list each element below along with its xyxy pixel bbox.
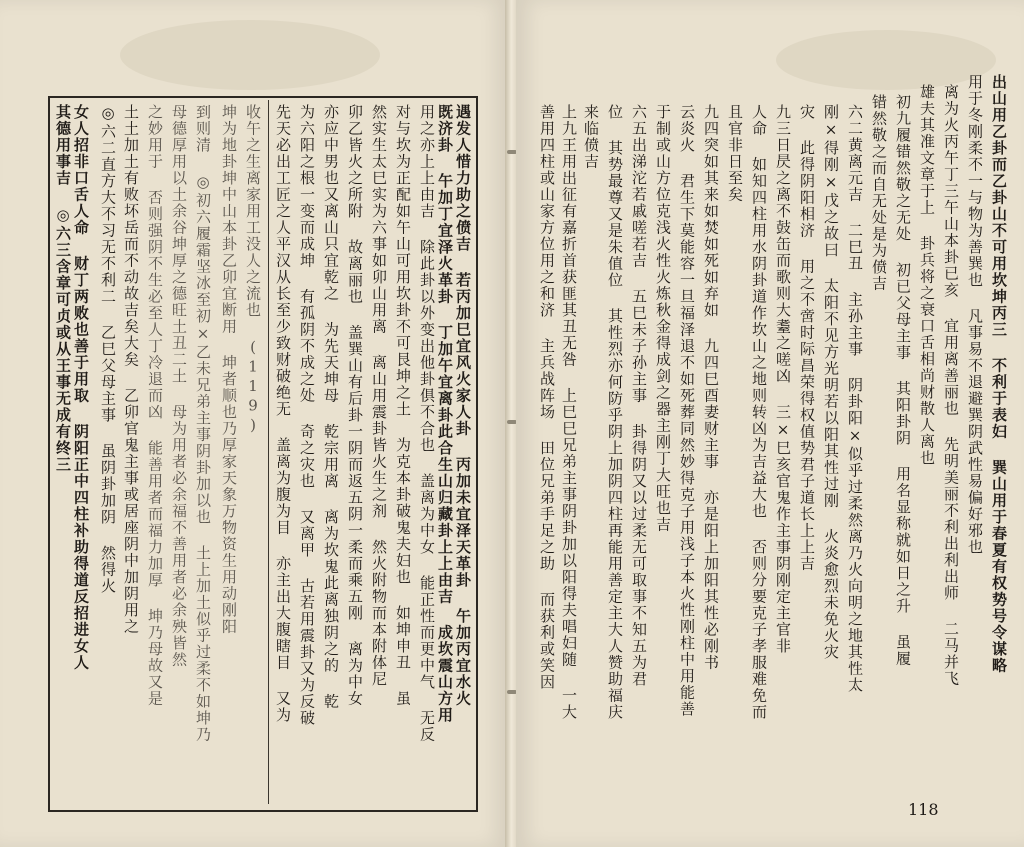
right-col-7: 六二黄离元吉 二巳丑 主孙主事 阴卦阳×似乎过柔然离乃火向明之地其性太 [846, 104, 864, 694]
right-col-18: 来临偾吉 [582, 104, 600, 170]
right-col-16: 六五出涕沱若戚嗟若吉 五巳未子孙主事 卦得阴又以过柔无可取事不知五为君 [630, 104, 648, 688]
right-col-11: 人命 如知四柱用水阴卦道作坎山之地则转凶为吉益大也 否则分要克子孝服难免而 [750, 104, 768, 721]
right-col-13: 九四突如其来如焚如死如弃如 九四巳酉妻财主事 亦是阳上加阳其性必刚书 [702, 104, 720, 671]
left-page [0, 0, 508, 847]
left-col-10: 先天必出工匠之人平汉从长至少致财破绝无 盖离为腹为目 亦主出大腹瞎目 又为 [274, 104, 292, 724]
left-col-16: 用之亦上上由吉 除此卦以外变出他卦俱不合也 盖离为中女 能正性而更中气 无反 [418, 104, 436, 743]
left-col-7: 到则清 ◎初六履霜坚冰至初×乙未兄弟主事阴卦加以也 土上加土似乎过柔不如坤乃 [194, 104, 212, 743]
left-col-17: 既济卦 午加丁宜泽火革卦 丁加午宜离卦此合生山归藏卦上上由吉 成坎震山方用 [436, 104, 454, 724]
right-col-10: 九三日昃之离不鼓缶而歌则大耋之嗟凶 三×巳亥官鬼作主事阴刚定主官非 [774, 104, 792, 655]
right-col-8: 刚×得刚×戊之故曰 太阳不见方光明若以阳其性过刚 火炎愈烈未免火灾 [822, 104, 840, 661]
right-col-1: 出山用乙卦而乙卦山不可用坎坤丙三 不利于表妇 巽山用于春夏有权势号令谋略 [990, 74, 1008, 674]
left-col-5: 之妙用于 否则强阴不生必至人丁冷退而凶 能善用者而福力加厚 坤乃母故又是 [146, 104, 164, 707]
left-col-12: 亦应中男也又离山只宜乾之 为先天坤母 乾宗用离 离为坎鬼此离独阴之的 乾 [322, 104, 340, 710]
left-col-2: 女人招非口舌人命 财丁两败也善于用取 阴阳正中四柱补助得道反招进女人 [72, 104, 90, 671]
right-col-12: 且官非日至矣 [726, 104, 744, 203]
left-col-6: 母德厚用以土余谷坤厚之德旺土丑二土 母为用者必余福不善用者必余殃皆然 [170, 104, 188, 668]
right-page [516, 0, 1024, 847]
right-col-2: 用于冬刚柔不一与物为善巽也 凡事易不退避巽阴武性易偏好邪也 [966, 74, 984, 556]
left-col-9: 收午之生离家用工没人之流也 (119) [244, 104, 262, 436]
left-col-15: 对与坎为正配如午山可用坎卦不可艮坤之土 为克本卦破鬼夫妇也 如坤申丑 虽 [394, 104, 412, 707]
left-col-18: 遇发人惜力助之偾吉 若丙加巳宜风火家人卦 丙加未宜泽天革卦 午加丙宜水火 [454, 104, 472, 707]
left-divider-rule [268, 100, 269, 804]
left-col-11: 为六阳之根一变而成坤 有孤阴不成之处 奇之灾也 又离甲 古若用震卦又为反破 [298, 104, 316, 727]
left-col-13: 卯乙皆火之所附 故离丽也 盖巽山有后卦一阴而返五阴一柔而乘五刚 离为中女 [346, 104, 364, 707]
left-col-14: 然实生太巳实为六事如卯山用离 离山用震卦皆火生之剂 然火附物而本附体尼 [370, 104, 388, 688]
right-col-14: 云炎火 君生下莫能容一旦福泽退不如死葬同然妙得克子用浅子本火性刚柱中用能善 [678, 104, 696, 718]
left-col-1: 其德用事吉 ◎六三含章可贞或从王事无成有终三 [54, 104, 72, 473]
right-col-4: 雄夫其准文章于上 卦兵将之衰口舌相尚财散人离也 [918, 84, 936, 467]
paper-stain [120, 20, 380, 90]
left-col-4: 土土加土有败坏岳而不动故吉矣大矣 乙卯官鬼主事或居座阴中加阴用之 [122, 104, 140, 635]
right-col-9: 灾 此得阴阳相济 用之不啻时际昌荣得权值势君子道长上上吉 [798, 104, 816, 572]
paper-stain [776, 30, 996, 90]
right-col-17: 位 其势最尊又是朱值位 其性烈亦何防乎阴上加阴四柱再能用善定主大人赞助福庆 [606, 104, 624, 721]
left-col-8: 坤为地卦坤中山本卦乙卯宜断用 坤者顺也乃厚家天象万物资生用动刚阳 [220, 104, 238, 635]
page-number: 118 [908, 800, 939, 819]
right-col-19: 上九王用出征有嘉折首获匪其丑无咎 上巳巳兄弟主事阴卦加以阳得夫唱妇随 一大 [560, 104, 578, 721]
right-col-20: 善用四柱或山家方位用之和济 主兵战阵场 田位兄弟手足之助 而获利或笑因 [538, 104, 556, 691]
left-col-3: ◎六二直方大不习无不利二 乙巳父母主事 虽阴卦加阴 然得火 [99, 104, 117, 595]
right-col-3: 离为火丙午丁三午山本卦已亥 宜用离善丽也 先明美丽不利出利出师 二马并飞 [942, 84, 960, 687]
right-col-5: 初九履错然敬之无处 初已父母主事 其阳卦阴 用名显称就如日之升 虽履 [894, 94, 912, 667]
right-col-6: 错然敬之而自无处是为偾吉 [870, 94, 888, 292]
right-col-15: 于制或山方位克浅火性火炼秋金得成剑之器主刚丁大旺也吉 [654, 104, 672, 533]
